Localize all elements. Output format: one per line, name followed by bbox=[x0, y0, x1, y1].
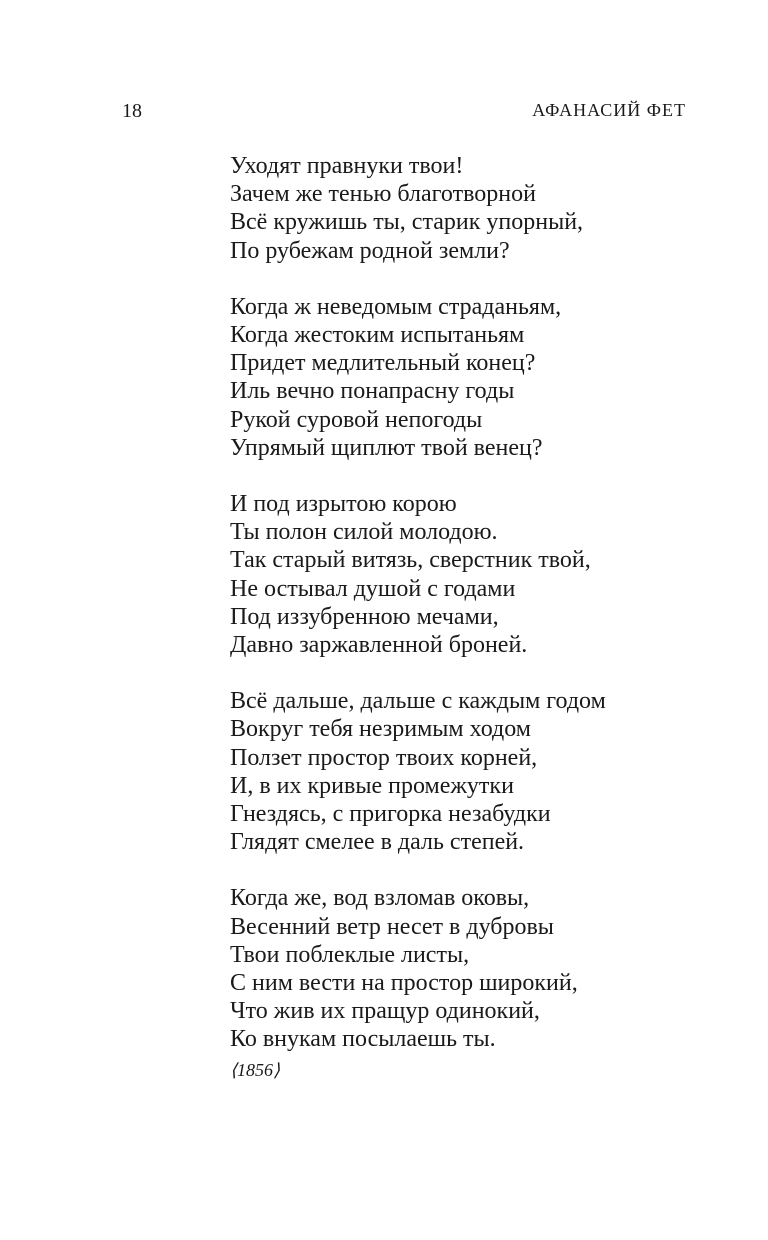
poem-line: Не остывал душой с годами bbox=[230, 575, 516, 602]
poem-line: Всё кружишь ты, старик упорный, bbox=[230, 209, 584, 236]
poem-line: Когда же, вод взломав оковы, bbox=[230, 885, 530, 912]
poem-line: Твои поблеклые листы, bbox=[230, 941, 470, 968]
poem-line: Придет медлительный конец? bbox=[230, 350, 536, 377]
stanza bbox=[230, 293, 710, 462]
poem-line: Упрямый щиплют твой венец? bbox=[230, 434, 543, 461]
poem-line: Ползет простор твоих корней, bbox=[230, 744, 538, 771]
poem-line: Уходят правнуки твои! bbox=[230, 153, 464, 179]
poem-line: Ко внукам посылаешь ты. bbox=[230, 1026, 496, 1053]
poem-line: Весенний ветр несет в дубровы bbox=[230, 913, 554, 940]
stanza bbox=[230, 687, 710, 856]
poem-line: Когда жестоким испытаньям bbox=[230, 322, 525, 349]
poem-line: Всё дальше, дальше с каждым годом bbox=[230, 688, 606, 715]
poem-line: И, в их кривые промежутки bbox=[230, 772, 514, 799]
poem-line: Под иззубренною мечами, bbox=[230, 603, 499, 630]
poem-line: Глядят смелее в даль степей. bbox=[230, 829, 525, 856]
poem-line: Гнездясь, с пригорка незабудки bbox=[230, 801, 551, 828]
poem-line: И под изрытою корою bbox=[230, 491, 457, 518]
poem-line: С ним вести на простор широкий, bbox=[230, 970, 578, 997]
poem-line: Когда ж неведомым страданьям, bbox=[230, 293, 562, 320]
poem-line: Иль вечно понапрасну годы bbox=[230, 378, 515, 405]
poem-line: Вокруг тебя незримым ходом bbox=[230, 716, 531, 743]
poem-line: Рукой суровой непогоды bbox=[230, 406, 483, 433]
poem bbox=[230, 152, 710, 1081]
poem-line: Давно заржавленной броней. bbox=[230, 632, 528, 659]
stanza bbox=[230, 152, 710, 265]
running-title: АФАНАСИЙ ФЕТ bbox=[532, 100, 686, 120]
poem-line: По рубежам родной земли? bbox=[230, 237, 510, 264]
poem-line: Ты полон силой молодою. bbox=[230, 519, 498, 546]
poem-line: Так старый витязь, сверстник твой, bbox=[230, 547, 591, 574]
stanza bbox=[230, 884, 710, 1053]
poem-date: ⟨1856⟩ bbox=[230, 1059, 281, 1080]
poem-line: Что жив их пращур одинокий, bbox=[230, 998, 540, 1025]
poem-line: Зачем же тенью благотворной bbox=[230, 181, 536, 208]
page-number: 18 bbox=[122, 100, 142, 122]
stanza bbox=[230, 490, 710, 659]
